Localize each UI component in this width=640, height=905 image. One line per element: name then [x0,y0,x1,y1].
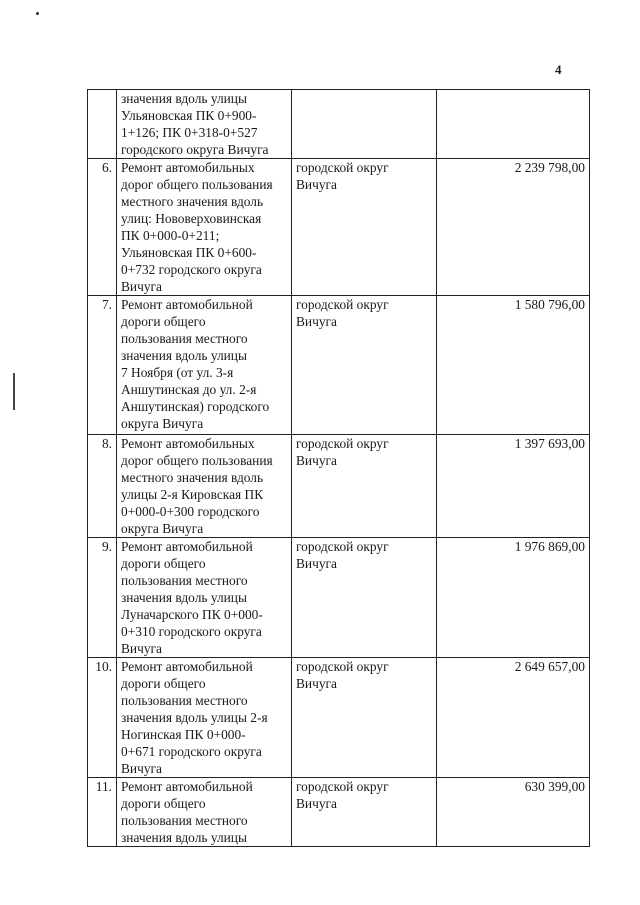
row-number: 10. [88,658,117,778]
description-line: 1+126; ПК 0+318-0+527 [121,125,258,140]
municipality-line: Вичуга [296,453,337,468]
description-line: Ульяновская ПК 0+900- [121,108,257,123]
description-line: Аншутинская до ул. 2-я [121,382,257,397]
municipality-line: Вичуга [296,177,337,192]
table-body [88,90,590,847]
amount: 1 580 796,00 [437,296,590,435]
work-description [117,435,292,538]
description-line: Аншутинская) городского [121,399,270,414]
amount: 630 399,00 [437,778,590,847]
description-line: Ремонт автомобильных [121,436,255,451]
description-line: Ремонт автомобильных [121,160,255,175]
description-line: дороги общего [121,556,206,571]
description-line: дорог общего пользования [121,453,273,468]
road-repair-table [87,89,590,847]
description-line: пользования местного [121,693,248,708]
amount: 2 239 798,00 [437,159,590,296]
municipality-line: городской округ [296,539,389,554]
description-line: дороги общего [121,314,206,329]
municipality [292,159,437,296]
description-line: дороги общего [121,796,206,811]
description-line: пользования местного [121,573,248,588]
work-description [117,296,292,435]
municipality-line: городской округ [296,297,389,312]
description-line: Луначарского ПК 0+000- [121,607,263,622]
municipality-line: городской округ [296,659,389,674]
description-line: дорог общего пользования [121,177,273,192]
table-row [88,90,590,159]
description-line: значения вдоль улицы [121,348,247,363]
description-line: пользования местного [121,813,248,828]
municipality-line: городской округ [296,436,389,451]
table-row [88,159,590,296]
work-description [117,159,292,296]
description-line: округа Вичуга [121,521,204,536]
description-line: местного значения вдоль [121,470,264,485]
row-number: 6. [88,159,117,296]
row-number: 9. [88,538,117,658]
description-line: Ремонт автомобильной [121,779,253,794]
scan-margin-mark [13,373,15,410]
municipality-line: Вичуга [296,556,337,571]
description-line: 0+671 городского округа [121,744,262,759]
description-line: значения вдоль улицы [121,830,247,845]
description-line: улицы 2-я Кировская ПК [121,487,264,502]
description-line: Ульяновская ПК 0+600- [121,245,257,260]
description-line: Вичуга [121,641,162,656]
description-line: Ремонт автомобильной [121,297,253,312]
description-line: 7 Ноября (от ул. 3-я [121,365,234,380]
description-line: значения вдоль улицы [121,590,247,605]
table-row [88,778,590,847]
municipality-line: Вичуга [296,676,337,691]
description-line: значения вдоль улицы [121,91,247,106]
table-row [88,435,590,538]
row-number: 7. [88,296,117,435]
row-number: 11. [88,778,117,847]
municipality [292,778,437,847]
table-row [88,296,590,435]
description-line: 0+000-0+300 городского [121,504,260,519]
municipality-line: Вичуга [296,314,337,329]
description-line: значения вдоль улицы 2-я [121,710,268,725]
description-line: округа Вичуга [121,416,204,431]
description-line: городского округа Вичуга [121,142,269,157]
description-line: Ремонт автомобильной [121,659,253,674]
municipality [292,658,437,778]
row-number: 8. [88,435,117,538]
work-description [117,658,292,778]
municipality [292,296,437,435]
municipality [292,90,437,159]
municipality [292,538,437,658]
page-number: 4 [555,62,562,77]
municipality-line: городской округ [296,160,389,175]
table-row [88,658,590,778]
description-line: местного значения вдоль [121,194,264,209]
description-line: ПК 0+000-0+211; [121,228,220,243]
row-number [88,90,117,159]
description-line: 0+310 городского округа [121,624,262,639]
municipality [292,435,437,538]
description-line: Ремонт автомобильной [121,539,253,554]
amount: 2 649 657,00 [437,658,590,778]
municipality-line: Вичуга [296,796,337,811]
work-description [117,778,292,847]
amount: 1 976 869,00 [437,538,590,658]
description-line: 0+732 городского округа [121,262,262,277]
municipality-line: городской округ [296,779,389,794]
amount: 1 397 693,00 [437,435,590,538]
amount [437,90,590,159]
table-row [88,538,590,658]
description-line: Вичуга [121,761,162,776]
description-line: Вичуга [121,279,162,294]
work-description [117,90,292,159]
description-line: дороги общего [121,676,206,691]
work-description [117,538,292,658]
description-line: улиц: Нововерховинская [121,211,262,226]
description-line: пользования местного [121,331,248,346]
scan-dot-mark [36,12,39,15]
description-line: Ногинская ПК 0+000- [121,727,246,742]
